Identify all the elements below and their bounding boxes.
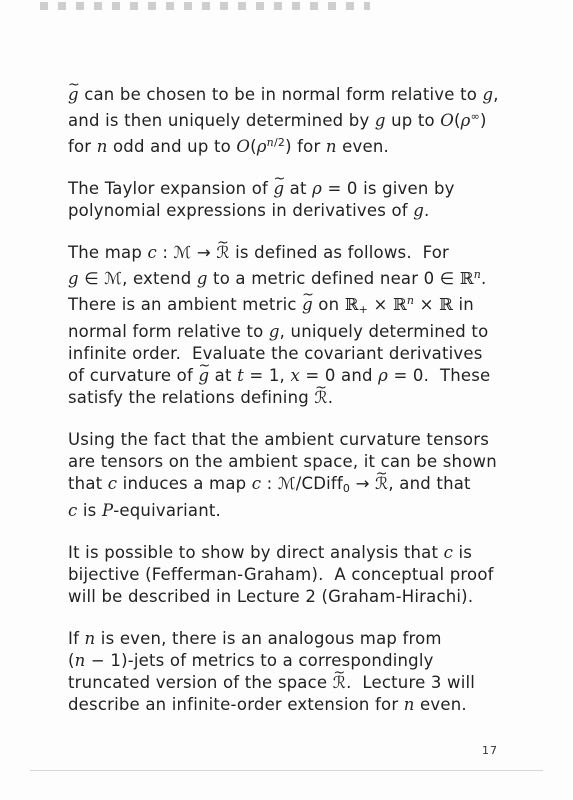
- page-bottom-edge: [30, 770, 543, 771]
- text-line: for n odd and up to $O(\rho^{n/2})$ for n even.: [68, 136, 389, 156]
- text-line: (n − 1)-jets of metrics to a correspondingly: [68, 651, 434, 670]
- paragraph-normal-form: [68, 84, 532, 158]
- page-body: [68, 84, 532, 736]
- scan-artifact: [40, 2, 370, 10]
- paragraph-ambient-curvature: [68, 429, 532, 522]
- text-line: g ∈ ℳ, extend g to a metric defined near 0 ∈ ℝ$^n$.: [68, 268, 487, 288]
- text-line: will be described in Lecture 2 (Graham-Hirachi).: [68, 587, 474, 606]
- text-line: normal form relative to g, uniquely determined to: [68, 322, 489, 341]
- text-line: are tensors on the ambient space, it can be shown: [68, 452, 497, 471]
- text-line: ~ g can be chosen to be in normal form relative to g,: [68, 84, 532, 106]
- paragraph-n-even: [68, 628, 532, 716]
- paragraph-taylor-expansion: [68, 178, 532, 222]
- text-line: and is then uniquely determined by g up to O(ρ∞): [68, 110, 487, 130]
- paragraph-map-definition: [68, 242, 532, 409]
- text-line: truncated version of the space ~ ℛ. Lecture 3 will: [68, 672, 532, 694]
- text-line: c is P-equivariant.: [68, 501, 221, 520]
- text-line: infinite order. Evaluate the covariant derivatives: [68, 344, 483, 363]
- text-line: The Taylor expansion of ~ g at ρ = 0 is given by: [68, 178, 532, 200]
- text-line: If n is even, there is an analogous map from: [68, 629, 442, 648]
- text-line: bijective (Fefferman-Graham). A conceptual proof: [68, 565, 494, 584]
- text-line: There is an ambient metric ~ g on ℝ$_+$ × ℝ$^n$ × ℝ in: [68, 290, 532, 321]
- text-line: that c induces a map c : ℳ/CDiff$_0$ → ~ ℛ, and that: [68, 473, 532, 500]
- text-line: It is possible to show by direct analysis that c is: [68, 543, 473, 562]
- text-line: of curvature of ~ g at t = 1, x = 0 and ρ = 0. These: [68, 365, 532, 387]
- paragraph-bijective: [68, 542, 532, 608]
- page-number: 17: [482, 744, 498, 757]
- text-line: polynomial expressions in derivatives of g.: [68, 201, 430, 220]
- text-line: The map c : ℳ → ~ ℛ is defined as follows. For: [68, 242, 532, 264]
- text-line: describe an infinite-order extension for n even.: [68, 695, 467, 714]
- text-line: satisfy the relations defining ~ ℛ.: [68, 387, 532, 409]
- text-line: Using the fact that the ambient curvature tensors: [68, 430, 489, 449]
